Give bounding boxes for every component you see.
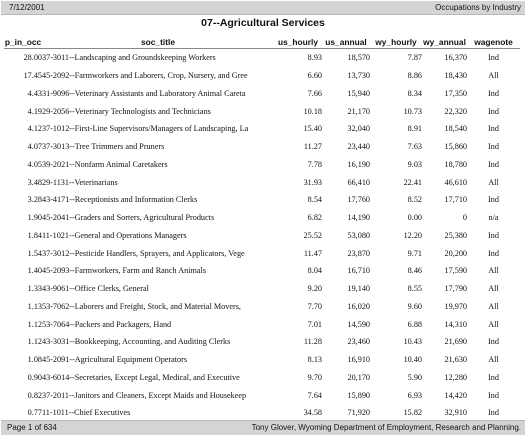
wy-annual-cell: 17,350 (444, 88, 467, 98)
soc-title-cell: 37-3011--Landscaping and Groundskeeping Workers (42, 53, 216, 63)
soc-title-cell: 39-2021--Nonfarm Animal Caretakers (42, 159, 168, 169)
wagenote-cell: Ind (488, 88, 499, 98)
table-body (4, 49, 520, 422)
table-row (4, 85, 520, 103)
wy-annual-cell: 21,630 (444, 355, 467, 365)
soc-title-cell: 37-3013--Tree Trimmers and Pruners (42, 142, 165, 152)
wy-hourly-cell: 12.20 (403, 230, 422, 240)
wy-hourly-cell: 10.40 (403, 355, 422, 365)
wy-hourly-cell: 10.73 (403, 106, 422, 116)
wagenote-cell: Ind (488, 195, 499, 205)
wagenote-cell: All (488, 284, 499, 294)
report-title: 07--Agricultural Services (201, 17, 325, 29)
us-hourly-cell: 34.58 (303, 408, 322, 418)
page-number: Page 1 of 634 (7, 423, 57, 432)
p-in-occ-cell: 4.12 (27, 124, 42, 134)
column-header-us-hourly: us_hourly (277, 36, 319, 47)
us-annual-cell: 21,170 (347, 106, 370, 116)
occupation-table (4, 35, 520, 422)
table-row (4, 262, 520, 280)
wy-annual-cell: 32,910 (444, 408, 467, 418)
us-annual-cell: 20,170 (347, 372, 370, 382)
wy-annual-cell: 20,200 (444, 248, 467, 258)
soc-title-cell: 45-2041--Graders and Sorters, Agricultural Products (42, 213, 215, 223)
p-in-occ-cell: 1.12 (27, 337, 42, 347)
p-in-occ-cell: 1.84 (27, 230, 42, 240)
wagenote-cell: Ind (488, 124, 499, 134)
wy-annual-cell: 18,780 (444, 159, 467, 169)
table-row (4, 369, 520, 387)
table-row (4, 173, 520, 191)
wy-hourly-cell: 8.34 (407, 88, 422, 98)
us-hourly-cell: 9.20 (307, 284, 322, 294)
wagenote-cell: Ind (488, 337, 499, 347)
p-in-occ-cell: 1.12 (27, 319, 42, 329)
p-in-occ-cell: 0.77 (27, 408, 42, 418)
footer-credit: Tony Glover, Wyoming Department of Employment, Research and Planning. (251, 423, 521, 432)
report-date: 7/12/2001 (9, 3, 45, 12)
wy-hourly-cell: 6.88 (407, 319, 422, 329)
soc-title-cell: 43-3031--Bookkeeping, Accounting, and Auditing Clerks (42, 337, 231, 347)
soc-title-cell: 11-1021--General and Operations Managers (42, 230, 187, 240)
wagenote-cell: Ind (488, 230, 499, 240)
soc-title-cell: 31-9096--Veterinary Assistants and Laboratory Animal Careta (42, 88, 246, 98)
us-annual-cell: 18,570 (347, 53, 370, 63)
table-row (4, 49, 520, 67)
p-in-occ-cell: 4.07 (27, 142, 42, 152)
us-annual-cell: 15,890 (347, 390, 370, 400)
us-hourly-cell: 6.82 (307, 213, 322, 223)
column-header-us-annual: us_annual (325, 36, 367, 47)
wagenote-cell: Ind (488, 142, 499, 152)
wagenote-cell: All (488, 355, 499, 365)
us-annual-cell: 53,080 (347, 230, 370, 240)
wy-annual-cell: 16,370 (444, 53, 467, 63)
wy-annual-cell: 14,310 (444, 319, 467, 329)
table-row (4, 138, 520, 156)
column-header-wy-annual: wy_annual (423, 36, 466, 47)
us-annual-cell: 23,440 (347, 142, 370, 152)
wy-hourly-cell: 8.52 (407, 195, 422, 205)
p-in-occ-cell: 3.28 (27, 195, 42, 205)
us-hourly-cell: 11.27 (303, 142, 322, 152)
us-annual-cell: 23,460 (347, 337, 370, 347)
us-annual-cell: 14,590 (347, 319, 370, 329)
table-row (4, 102, 520, 120)
wy-hourly-cell: 22.41 (403, 177, 422, 187)
wagenote-cell: All (488, 301, 499, 311)
wagenote-cell: All (488, 266, 499, 276)
table-row (4, 244, 520, 262)
wagenote-cell: Ind (488, 106, 499, 116)
wy-annual-cell: 18,540 (444, 124, 467, 134)
us-hourly-cell: 9.70 (307, 372, 322, 382)
wy-annual-cell: 14,420 (444, 390, 467, 400)
us-hourly-cell: 10.18 (303, 106, 322, 116)
soc-title-cell: 45-2092--Farmworkers and Laborers, Crop, Nursery, and Gree (42, 71, 248, 81)
p-in-occ-cell: 3.48 (27, 177, 42, 187)
p-in-occ-cell: 1.40 (27, 266, 42, 276)
p-in-occ-cell: 1.33 (27, 284, 42, 294)
wy-annual-cell: 0 (462, 213, 467, 223)
us-hourly-cell: 11.47 (303, 248, 322, 258)
wy-annual-cell: 18,430 (444, 71, 467, 81)
report-section: Occupations by Industry (435, 3, 521, 12)
wy-annual-cell: 17,790 (444, 284, 467, 294)
soc-title-cell: 29-2056--Veterinary Technologists and Technicians (42, 106, 211, 116)
us-annual-cell: 17,760 (347, 195, 370, 205)
page-footer-bar (1, 420, 525, 435)
table-row (4, 315, 520, 333)
us-hourly-cell: 11.28 (303, 337, 322, 347)
table-row (4, 227, 520, 245)
us-annual-cell: 71,920 (347, 408, 370, 418)
us-annual-cell: 16,710 (347, 266, 370, 276)
wy-annual-cell: 12,280 (444, 372, 467, 382)
wy-hourly-cell: 9.03 (407, 159, 422, 169)
soc-title-cell: 53-7064--Packers and Packagers, Hand (42, 319, 172, 329)
wagenote-cell: Ind (488, 390, 499, 400)
soc-title-cell: 37-2011--Janitors and Cleaners, Except Maids and Housekeep (42, 390, 247, 400)
wy-annual-cell: 46,610 (444, 177, 467, 187)
p-in-occ-cell: 1.90 (27, 213, 42, 223)
us-hourly-cell: 7.64 (307, 390, 322, 400)
wy-hourly-cell: 8.55 (407, 284, 422, 294)
wy-hourly-cell: 8.86 (407, 71, 422, 81)
us-annual-cell: 19,140 (347, 284, 370, 294)
page-header-bar (1, 1, 525, 15)
soc-title-cell: 43-4171--Receptionists and Information Clerks (42, 195, 198, 205)
p-in-occ-cell: 17.45 (23, 71, 42, 81)
wy-hourly-cell: 8.91 (407, 124, 422, 134)
wagenote-cell: Ind (488, 159, 499, 169)
wy-hourly-cell: 7.63 (407, 142, 422, 152)
wy-hourly-cell: 5.90 (407, 372, 422, 382)
us-hourly-cell: 25.52 (303, 230, 322, 240)
wagenote-cell: Ind (488, 408, 499, 418)
us-annual-cell: 23,870 (347, 248, 370, 258)
soc-title-cell: 29-1131--Veterinarians (42, 177, 118, 187)
soc-title-cell: 45-2091--Agricultural Equipment Operators (42, 355, 188, 365)
column-header-wagenote: wagenote (474, 36, 513, 47)
soc-title-cell: 37-1012--First-Line Supervisors/Managers of Landscaping, La (42, 124, 249, 134)
us-hourly-cell: 8.04 (307, 266, 322, 276)
table-row (4, 191, 520, 209)
us-annual-cell: 16,020 (347, 301, 370, 311)
wagenote-cell: All (488, 71, 499, 81)
wy-hourly-cell: 15.82 (403, 408, 422, 418)
p-in-occ-cell: 1.08 (27, 355, 42, 365)
table-header-row (4, 35, 520, 49)
us-annual-cell: 15,940 (347, 88, 370, 98)
us-annual-cell: 16,190 (347, 159, 370, 169)
us-hourly-cell: 8.13 (307, 355, 322, 365)
p-in-occ-cell: 28.00 (23, 53, 42, 63)
wagenote-cell: Ind (488, 248, 499, 258)
wy-annual-cell: 22,320 (444, 106, 467, 116)
table-row (4, 351, 520, 369)
us-annual-cell: 16,910 (347, 355, 370, 365)
wy-hourly-cell: 7.87 (407, 53, 422, 63)
wy-hourly-cell: 10.43 (403, 337, 422, 347)
table-row (4, 120, 520, 138)
wagenote-cell: n/a (488, 213, 499, 223)
soc-title-cell: 53-7062--Laborers and Freight, Stock, and Material Movers, (42, 301, 241, 311)
wagenote-cell: Ind (488, 372, 499, 382)
table-row (4, 298, 520, 316)
us-hourly-cell: 8.93 (307, 53, 322, 63)
wy-annual-cell: 17,710 (444, 195, 467, 205)
us-hourly-cell: 31.93 (303, 177, 322, 187)
soc-title-cell: 43-9061--Office Clerks, General (42, 284, 149, 294)
soc-title-cell: 37-3012--Pesticide Handlers, Sprayers, and Applicators, Vege (42, 248, 245, 258)
p-in-occ-cell: 1.13 (27, 301, 42, 311)
column-header-soc-title: soc_title (141, 36, 175, 47)
p-in-occ-cell: 4.05 (27, 159, 42, 169)
wy-hourly-cell: 6.93 (407, 390, 422, 400)
wy-hourly-cell: 9.60 (407, 301, 422, 311)
wy-annual-cell: 21,690 (444, 337, 467, 347)
wy-hourly-cell: 0.00 (407, 213, 422, 223)
p-in-occ-cell: 0.82 (27, 390, 42, 400)
wagenote-cell: All (488, 319, 499, 329)
p-in-occ-cell: 4.43 (27, 88, 42, 98)
soc-title-cell: 45-2093--Farmworkers, Farm and Ranch Animals (42, 266, 206, 276)
wagenote-cell: All (488, 177, 499, 187)
p-in-occ-cell: 0.90 (27, 372, 42, 382)
us-hourly-cell: 7.78 (307, 159, 322, 169)
us-annual-cell: 32,040 (347, 124, 370, 134)
column-header-wy-hourly: wy_hourly (375, 36, 417, 47)
wy-annual-cell: 19,970 (444, 301, 467, 311)
column-header-p-in-occ: p_in_occ (4, 36, 42, 47)
us-hourly-cell: 8.54 (307, 195, 322, 205)
us-annual-cell: 14,190 (347, 213, 370, 223)
us-hourly-cell: 7.70 (307, 301, 322, 311)
table-row (4, 156, 520, 174)
wy-annual-cell: 15,860 (444, 142, 467, 152)
table-row (4, 209, 520, 227)
wy-hourly-cell: 8.46 (407, 266, 422, 276)
us-hourly-cell: 7.01 (307, 319, 322, 329)
us-annual-cell: 13,730 (347, 71, 370, 81)
wy-hourly-cell: 9.71 (407, 248, 422, 258)
soc-title-cell: 11-1011--Chief Executives (42, 408, 131, 418)
table-row (4, 280, 520, 298)
us-hourly-cell: 6.60 (307, 71, 322, 81)
us-annual-cell: 66,410 (347, 177, 370, 187)
p-in-occ-cell: 1.54 (27, 248, 42, 258)
us-hourly-cell: 15.40 (303, 124, 322, 134)
table-row (4, 333, 520, 351)
wy-annual-cell: 25,380 (444, 230, 467, 240)
us-hourly-cell: 7.66 (307, 88, 322, 98)
table-row (4, 67, 520, 85)
wagenote-cell: Ind (488, 53, 499, 63)
table-row (4, 386, 520, 404)
wy-annual-cell: 17,590 (444, 266, 467, 276)
p-in-occ-cell: 4.19 (27, 106, 42, 116)
soc-title-cell: 43-6014--Secretaries, Except Legal, Medical, and Executive (42, 372, 240, 382)
